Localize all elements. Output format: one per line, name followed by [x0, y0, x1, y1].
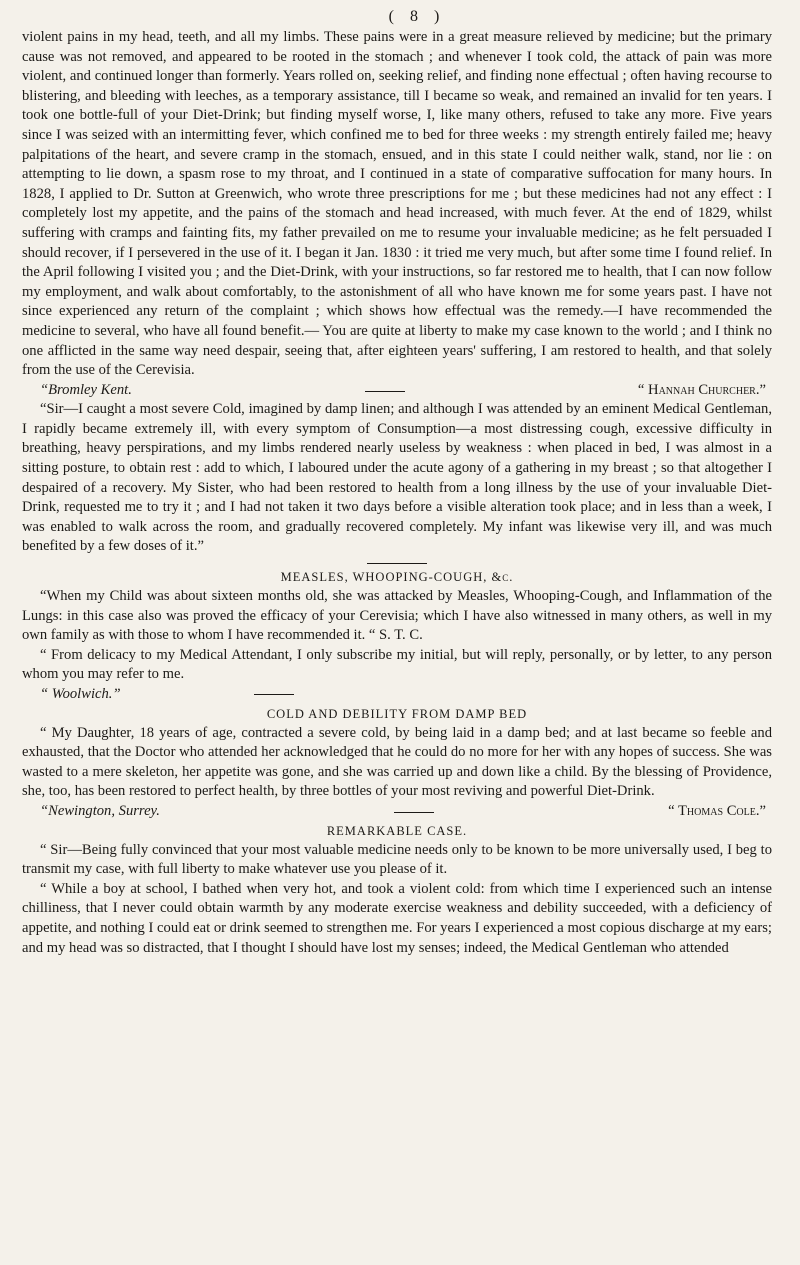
body-text — [22, 28, 772, 958]
paragraph-measles-case: “When my Child was about sixteen months old, she was attacked by Measles, Whooping-Cough, and Inflammation of the Lungs: in this case also was proved the efficacy of your Cerevisia; which I have also witnessed in many others, as well in my own family as with those to whom I have recommended it. “ S. T. C. — [22, 588, 772, 644]
signature-name: “ Hannah Churcher.” — [637, 381, 766, 398]
paragraph-school-story: “ While a boy at school, I bathed when very hot, and took a violent cold: from which time I experienced such an intense chilliness, that I never could obtain warmth by any moderate exercise weakness and debility succeeded, with a deficiency of appetite, and nothing I could eat or drink seemed to strengthen me. For years I experienced a most copious discharge at my ears; and my head was so distracted, that I thought I should have lost my senses; indeed, the Medical Gentleman who attended — [22, 880, 772, 956]
divider-dash — [365, 381, 405, 392]
signature-place: “ Woolwich.” — [40, 686, 121, 702]
divider-dash — [254, 694, 294, 695]
signature-place: “Bromley Kent. — [40, 381, 132, 398]
signature-line-1 — [22, 381, 772, 401]
section-heading-damp-bed: COLD AND DEBILITY FROM DAMP BED — [266, 706, 528, 721]
paragraph-remarkable-intro: “ Sir—Being fully convinced that your most valuable medicine needs only to be known to be more universally used, I beg to transmit my case, with full liberty to make whatever use you please of it. — [22, 841, 772, 878]
page-number: ( 8 ) — [388, 8, 446, 25]
paragraph-cold-case: “Sir—I caught a most severe Cold, imagined by damp linen; and although I was attended by an eminent Medical Gentleman, I rapidly became extremely ill, with every symptom of Consumption—a most distressing cough, excessive difficulty in breathing, heavy perspirations, and my limbs rendered nearly useless by weakness : when placed in bed, I was almost in a sitting posture, to obtain rest : add to which, I laboured under the acute agony of a gathering in my breast ; so that altogether I despaired of a recovery. My Sister, who had been restored to health from a long illness by the use of your invaluable Diet-Drink, requested me to try it ; and I had not taken it two days before a visible alteration took place; and in less than a week, I was enabled to walk across the room, and gradually recovered completely. My infant was likewise very ill, and was much benefited by a few doses of it.” — [22, 401, 772, 555]
signature-place: “Newington, Surrey. — [40, 802, 160, 819]
signature-line-2 — [22, 685, 772, 705]
signature-name: “ Thomas Cole.” — [668, 802, 766, 819]
divider-dash — [394, 802, 434, 813]
paragraph-initial-note: “ From delicacy to my Medical Attendant, I only subscribe my initial, but will reply, personally, or by letter, to any person whom you may refer to me. — [22, 646, 772, 683]
paragraph-daughter-case: “ My Daughter, 18 years of age, contracted a severe cold, by being laid in a damp bed; and at last became so feeble and exhausted, that the Doctor who attended her acknowledged that he could do no more for her with any hopes of success. She was wasted to a mere skeleton, her appetite was gone, and she was carried up and down like a child. By the blessing of Providence, she, too, has been restored to perfect health, by three bottles of your most reviving and powerful Diet-Drink. — [22, 724, 772, 800]
signature-line-3 — [22, 802, 772, 822]
section-heading-remarkable-case: REMARKABLE CASE. — [326, 823, 468, 838]
section-divider — [367, 563, 427, 564]
paragraph-hannah-case: violent pains in my head, teeth, and all my limbs. These pains were in a great measure relieved by medicine; but the primary cause was not removed, and appeared to be rooted in the stomach ; and whenever I took cold, the attack of pain was more violent, and continued longer than formerly. Years rolled on, seeking relief, and finding none effectual ; often having recourse to blistering, and bleeding with leeches, as a temporary assistance, till I became so weak, and remained an invalid for ten years. I took one bottle-full of your Diet-Drink; but finding myself worse, I, like many others, refused to take any more. Five years since I was seized with an intermitting fever, which confined me to bed for three weeks : my strength entirely failed me; heavy palpitations of the heart, and severe cramp in the stomach, ensued, and in this state I could neither walk, stand, nor lie : on attempting to lie down, a spasm rose to my throat, and I continued in a state of comparative suffocation for many hours. In 1828, I applied to Dr. Sutton at Greenwich, who wrote three prescriptions for me ; but these medicines had not any effect : I completely lost my appetite, and the pains of the stomach and head increased, with much fever. At the end of 1829, whilst suffering with cramps and fainting fits, my father prevailed on me to resume your invaluable medicine; as he felt persuaded I should recover, if I persevered in the use of it. I began it Jan. 1830 : it tried me very much, but after some time I found relief. In the April following I visited you ; and the Diet-Drink, with your instructions, so far restored me to health, that I can now follow my employment, and walk about comfortably, to the astonishment of all who have known me for some years past. I have not since experienced any return of the complaint ; which shows how effectual was the remedy.—I have recommended the medicine to several, who have all found benefit.— You are quite at liberty to make my case known to the world ; and I think no one afflicted in the same way need despair, seeing that, after eighteen years' suffering, I am restored to health, and that solely from the use of the Cerevisia. — [22, 29, 772, 379]
section-heading-measles: MEASLES, WHOOPING-COUGH, &c. — [280, 570, 514, 585]
